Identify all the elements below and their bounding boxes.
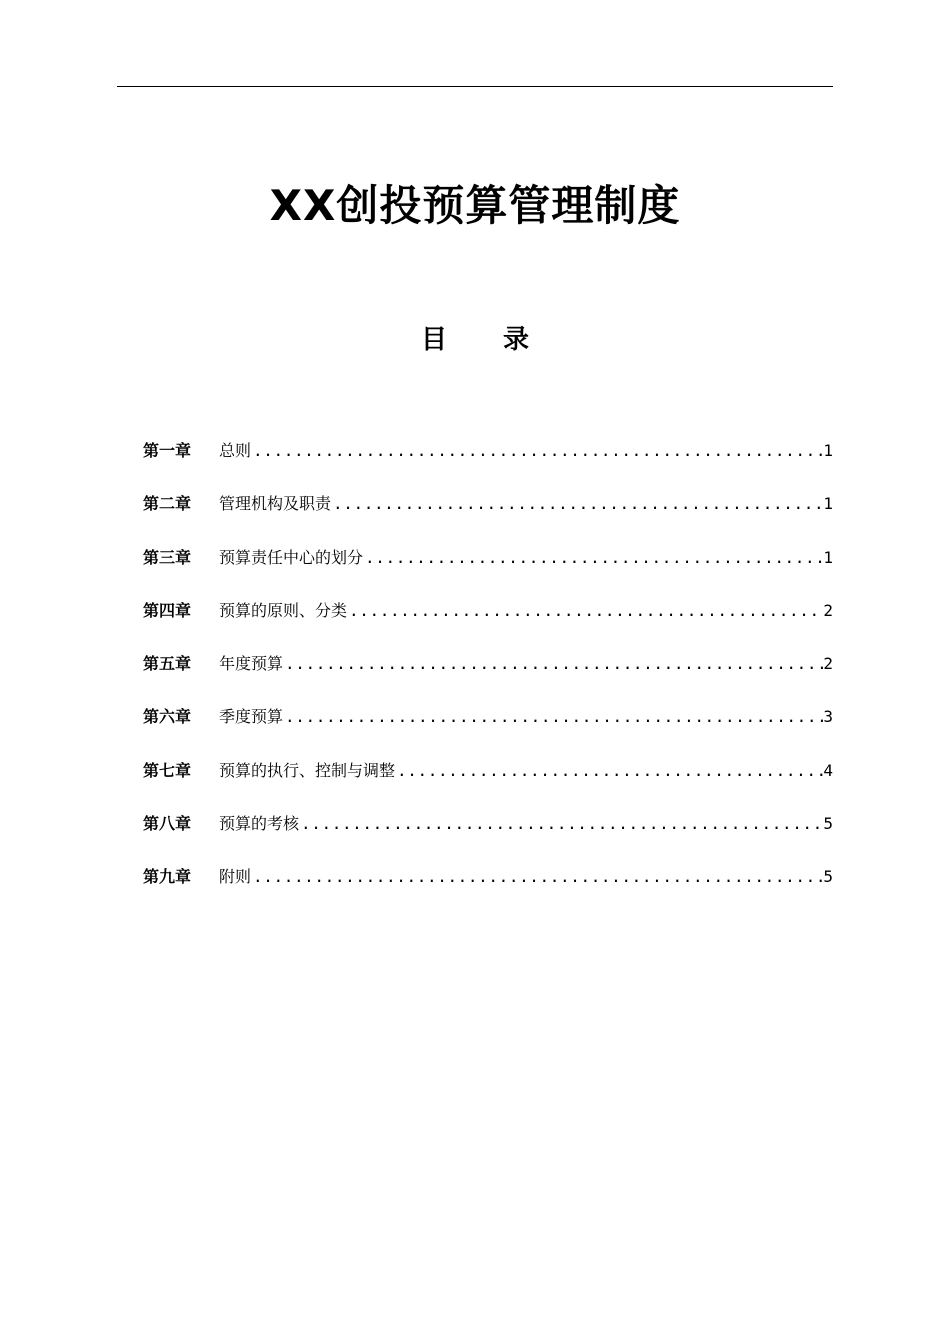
- toc-entry[interactable]: [143, 811, 833, 864]
- toc-page-number: 5: [823, 814, 833, 834]
- toc-entry[interactable]: [143, 651, 833, 704]
- toc-page-number: 3: [823, 707, 833, 727]
- toc-chapter-number: 第三章: [143, 547, 192, 567]
- toc-entry[interactable]: [143, 438, 833, 491]
- table-of-contents: [143, 438, 833, 918]
- toc-page-number: 1: [823, 441, 833, 460]
- toc-chapter-number: 第五章: [143, 654, 192, 674]
- toc-page-number: 5: [823, 867, 833, 887]
- toc-chapter-number: 第八章: [143, 814, 192, 834]
- toc-dot-leader: [251, 438, 823, 464]
- toc-chapter-number: 第六章: [143, 707, 192, 727]
- toc-chapter-number: 第四章: [143, 600, 192, 620]
- toc-dot-leader: [363, 545, 823, 571]
- toc-page-number: 4: [823, 760, 833, 780]
- toc-chapter-title: 附则: [219, 867, 252, 887]
- toc-chapter-title: 总则: [219, 441, 252, 460]
- header-rule: [117, 86, 833, 87]
- toc-chapter-title: 管理机构及职责: [219, 494, 332, 514]
- toc-dot-leader: [283, 704, 823, 730]
- toc-page-number: 1: [823, 547, 833, 567]
- toc-entry[interactable]: [143, 758, 833, 811]
- toc-chapter-number: 第一章: [143, 441, 192, 460]
- toc-entry[interactable]: [143, 704, 833, 757]
- toc-dot-leader: [395, 758, 823, 784]
- toc-chapter-title: 预算责任中心的划分: [219, 547, 364, 567]
- toc-entry[interactable]: [143, 864, 833, 917]
- toc-dot-leader: [347, 598, 823, 624]
- toc-dot-leader: [299, 811, 823, 837]
- toc-page-number: 2: [823, 654, 833, 674]
- toc-chapter-title: 年度预算: [219, 654, 284, 674]
- toc-dot-leader: [251, 864, 823, 890]
- toc-chapter-number: 第七章: [143, 760, 192, 780]
- toc-chapter-title: 季度预算: [219, 707, 284, 727]
- toc-entry[interactable]: [143, 491, 833, 544]
- toc-dot-leader: [331, 491, 823, 517]
- toc-entry[interactable]: [143, 598, 833, 651]
- toc-chapter-title: 预算的考核: [219, 814, 300, 834]
- toc-chapter-number: 第二章: [143, 494, 192, 514]
- toc-heading: 目录: [420, 325, 585, 355]
- toc-chapter-number: 第九章: [143, 867, 192, 887]
- toc-dot-leader: [283, 651, 823, 677]
- toc-page-number: 2: [823, 600, 833, 620]
- toc-chapter-title: 预算的原则、分类: [219, 600, 348, 620]
- toc-page-number: 1: [823, 494, 833, 514]
- toc-entry[interactable]: [143, 545, 833, 598]
- toc-chapter-title: 预算的执行、控制与调整: [219, 760, 396, 780]
- document-title: XX创投预算管理制度: [269, 181, 681, 230]
